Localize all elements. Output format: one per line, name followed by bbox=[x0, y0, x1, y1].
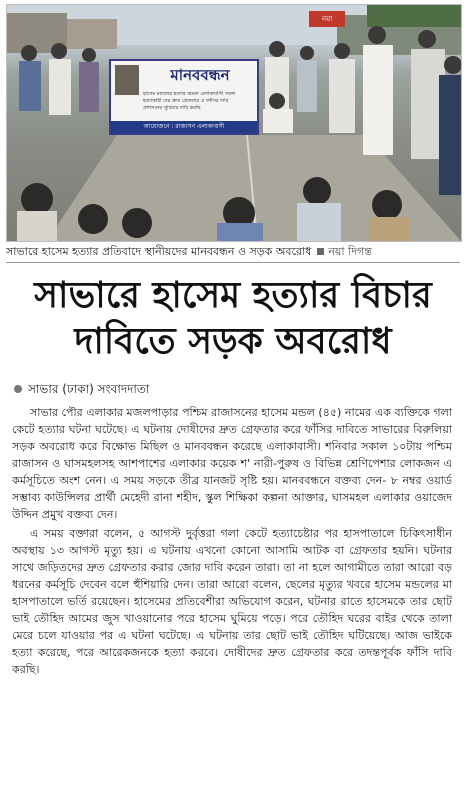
headline bbox=[6, 272, 460, 364]
photo-credit: নয়া দিগন্ত bbox=[328, 245, 372, 258]
photo-watermark: নয়া bbox=[309, 11, 345, 27]
banner-portrait bbox=[115, 65, 139, 95]
article-paragraph: সাভার পৌর এলাকার মজলপাড়ার পশ্চিম রাজাসনের হাসেম মন্ডল (৪৫) নামের এক ব্যক্তিকে গলা কেটে হত্যার ঘটনা ঘটেছে। এ ঘটনায় দোষীদের দ্রুত গ্রেফতার করে ফাঁসির দাবিতে সাভারের বিরুলিয়া সড়ক অবরোধ করে বিক্ষোভ মিছিল ও মানববন্ধন করেছে এলাকাবাসী। শনিবার সকাল ১০টায় পশ্চিম রাজাসন ও ঘাসমহলসহ আশপাশের এলাকার কয়েক শ' নারী-পুরুষ ও বিভিন্ন শ্রেণিপেশার লোকজন এ কর্মসূচিতে অংশ নেন। এ সময় সড়কে তীব্র যানজট সৃষ্টি হয়। মানববন্ধনে বক্তব্য দেন- ৮ নম্বর ওয়ার্ড সম্ভাব্য কাউন্সিলর প্রার্থী মেহেদী রানা শহীদ, স্কুল শিক্ষিকা কল্পনা আক্তার, ঘাসমহল এলাকার ওয়াজেদ উদ্দিন প্রমুখ বক্তব্য দেন। bbox=[12, 406, 452, 521]
protest-banner bbox=[109, 59, 259, 135]
byline bbox=[14, 378, 454, 400]
photo-caption bbox=[6, 242, 460, 263]
headline-line: সাভারে হাসেম হত্যার বিচার bbox=[34, 274, 432, 316]
bullet-icon bbox=[14, 385, 22, 393]
banner-text bbox=[143, 91, 255, 112]
banner-line: প্রশাসনের সুবিচার দাবি করছি bbox=[143, 105, 201, 111]
news-photo bbox=[6, 4, 462, 242]
caption-text: সাভারে হাসেম হত্যার প্রতিবাদে স্থানীয়দের মানববন্ধন ও সড়ক অবরোধ bbox=[6, 245, 312, 258]
banner-line: হত্যাকারী দের দ্রুত গ্রেফতার ও ফাঁসির দাবি bbox=[143, 98, 229, 104]
caption-square-icon bbox=[317, 248, 324, 255]
byline-text: সাভার (ঢাকা) সংবাদদাতা bbox=[28, 382, 150, 396]
banner-footer: আয়োজনে : রাজাসন এলাকাবাসী bbox=[111, 121, 257, 133]
banner-line: হাসেম মন্ডলের হত্যার অমনা এলাকাবাসী সকল bbox=[143, 91, 236, 97]
article-body bbox=[12, 404, 452, 680]
banner-title: মানববন্ধন bbox=[170, 66, 230, 84]
headline-line: দাবিতে সড়ক অবরোধ bbox=[74, 320, 392, 362]
article-paragraph: এ সময় বক্তারা বলেন, ৫ আগস্ট দুর্বৃত্তরা গলা কেটে হত্যাচেষ্টার পর হাসপাতালে চিকিৎসাধীন অবস্থায় ১৩ আগস্ট মৃত্যু হয়। এ ঘটনায় এখনো কোনো আসামি আটক বা গ্রেফতার হয়নি। ঘটনার সাথে জড়িতদের দ্রুত গ্রেফতার করার জোর দাবি করেন তারা। তা না হলে আগামীতে তারা আরো বড় ধরনের কর্মসূচি দেবেন বলে হুঁশিয়ারি দেন। তারা আরো বলেন, ছেলের মৃত্যুর খবরে হাসেম মন্ডলের মা হাসপাতালে ভর্তি রয়েছেন। হাসেমের প্রতিবেশীরা অভিযোগ করেন, ঘটনার রাতে হাসেমকে তার ছোট ভাই তৌহিদ আমের জুস খাওয়ানোর পরে হাসেম ঘুমিয়ে পড়ে। পরে তৌহিদ ঘরের বাইর থেকে তালা মেরে চলে যাওয়ার পর এ ঘটনা ঘটেছে। এ ঘটনায় তার ছোট ভাই তৌহিদ ঘটিয়েছে। আজ ভাইকে হত্যা করেছে, পরে আরেকজনকে হত্যা করবে। দোষীদের দ্রুত গ্রেফতার করে তদন্তপূর্বক ফাঁসি দাবি করছি। bbox=[12, 527, 452, 676]
